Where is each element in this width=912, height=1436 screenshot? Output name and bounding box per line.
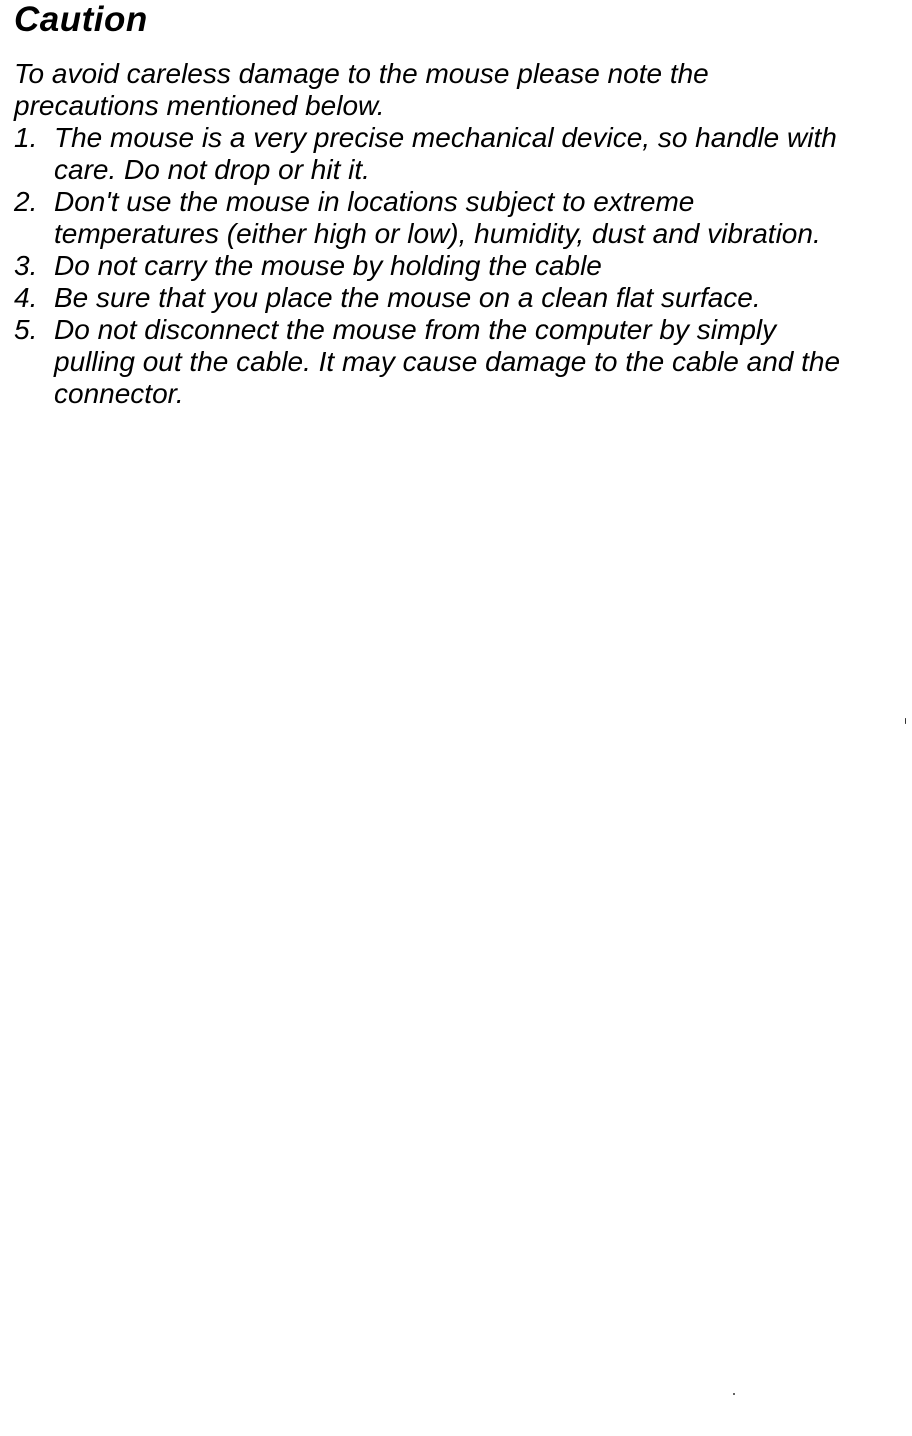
list-item: [14, 122, 904, 186]
scan-speck: [905, 718, 906, 724]
scan-speck: [733, 1393, 735, 1395]
list-item: [14, 250, 904, 282]
item-text: Do not disconnect the mouse from the computer by simply pulling out the cable. It may cause damage to the cable and the connector.: [54, 314, 841, 409]
item-text: Don't use the mouse in locations subject to extreme temperatures (either high or low), humidity, dust and vibration.: [54, 186, 821, 249]
caution-page: [14, 0, 904, 410]
caution-heading: Caution: [14, 0, 148, 39]
item-text: Do not carry the mouse by holding the cable: [54, 250, 602, 281]
item-number: 1.: [14, 122, 38, 153]
precautions-list: [14, 122, 904, 410]
list-item: [14, 314, 904, 410]
item-number: 5.: [14, 314, 38, 345]
item-number: 4.: [14, 282, 38, 313]
item-text: Be sure that you place the mouse on a clean flat surface.: [54, 282, 761, 313]
list-item: [14, 282, 904, 314]
item-text: The mouse is a very precise mechanical device, so handle with care. Do not drop or hit it.: [54, 122, 837, 185]
item-number: 3.: [14, 250, 38, 281]
item-number: 2.: [14, 186, 38, 217]
intro-paragraph: To avoid careless damage to the mouse please note the precautions mentioned below.: [14, 58, 709, 121]
list-item: [14, 186, 904, 250]
